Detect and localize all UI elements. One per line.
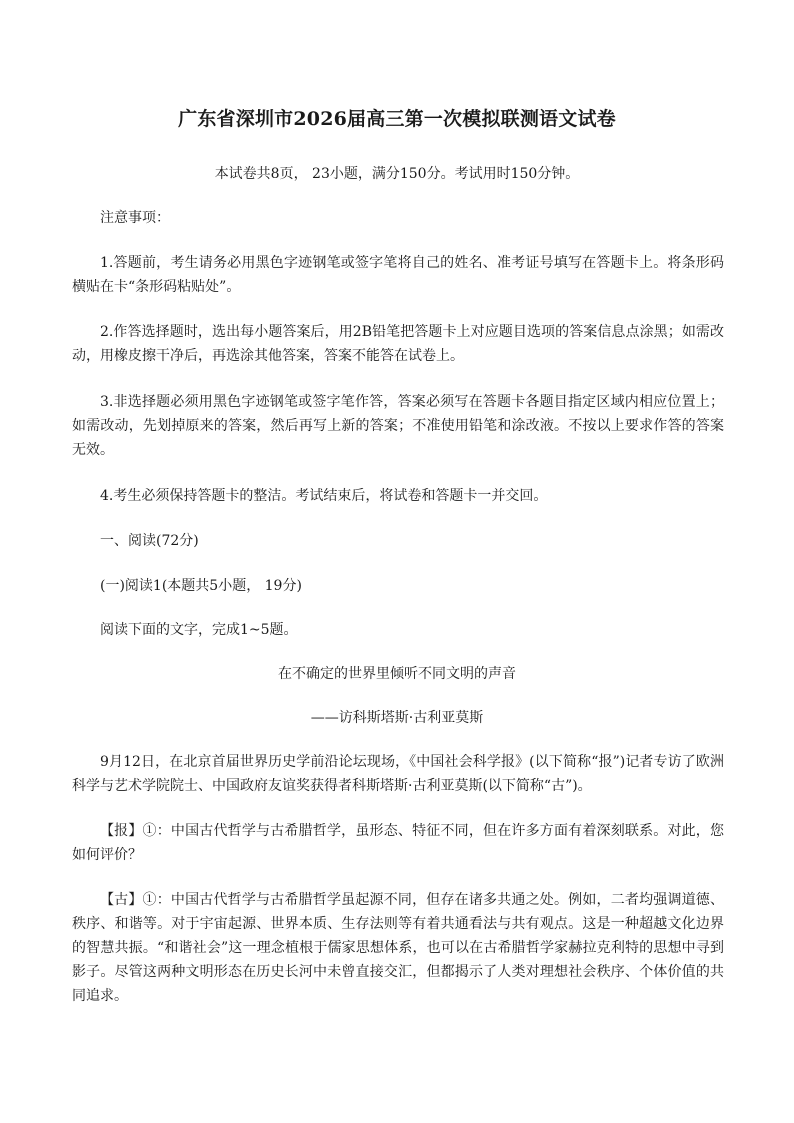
section-heading: 一、阅读(72分) [100,533,199,549]
subsection-heading: (一)阅读1(本题共5小题， 19分) [100,578,302,594]
page-title: 广东省深圳市2026届高三第一次模拟联测语文试卷 [178,108,616,130]
notice-item-2: 2.作答选择题时，选出每小题答案后，用2B铅笔把答题卡上对应题目选项的答案信息点涂黑；如需改动，用橡皮擦干净后，再选涂其他答案，答案不能答在试卷上。 [72,324,724,364]
interview-answer-1: 【古】①：中国古代哲学与古希腊哲学虽起源不同，但存在诸多共通之处。例如，二者均强调道德、秩序、和谐等。对于宇宙起源、世界本质、生存法则等有着共通看法与共有观点。这是一种超越文化边界的智慧共振。“和谐社会”这一理念植根于儒家思想体系，也可以在古希腊哲学家赫拉克利特的思想中寻到影子。尽管这两种文明形态在历史长河中未曾直接交汇，但都揭示了人类对理想社会秩序、个体价值的共同追求。 [72,892,724,1004]
notice-item-4: 4.考生必须保持答题卡的整洁。考试结束后，将试卷和答题卡一并交回。 [100,488,548,504]
notice-heading: 注意事项： [100,210,170,226]
reading-instruction: 阅读下面的文字，完成1~5题。 [100,622,298,638]
notice-item-1: 1.答题前，考生请务必用黑色字迹钢笔或签字笔将自己的姓名、准考证号填写在答题卡上。将条形码横贴在卡“条形码粘贴处”。 [72,255,724,295]
exam-info: 本试卷共8页， 23小题，满分150分。考试用时150分钟。 [214,166,580,182]
notice-item-3: 3.非选择题必须用黑色字迹钢笔或签字笔作答，答案必须写在答题卡各题目指定区域内相应位置上；如需改动，先划掉原来的答案，然后再写上新的答案；不准使用铅笔和涂改液。不按以上要求作答的答案无效。 [72,394,724,458]
article-intro: 9月12日，在北京首届世界历史学前沿论坛现场，《中国社会科学报》(以下简称“报”)记者专访了欧洲科学与艺术学院院士、中国政府友谊奖获得者科斯塔斯·古利亚莫斯(以下简称“古”)。 [72,754,724,794]
article-title: 在不确定的世界里倾听不同文明的声音 [278,666,516,682]
interview-question-1: 【报】①：中国古代哲学与古希腊哲学，虽形态、特征不同，但在许多方面有着深刻联系。对此，您如何评价？ [72,823,724,863]
article-byline: ——访科斯塔斯·古利亚莫斯 [310,710,484,726]
